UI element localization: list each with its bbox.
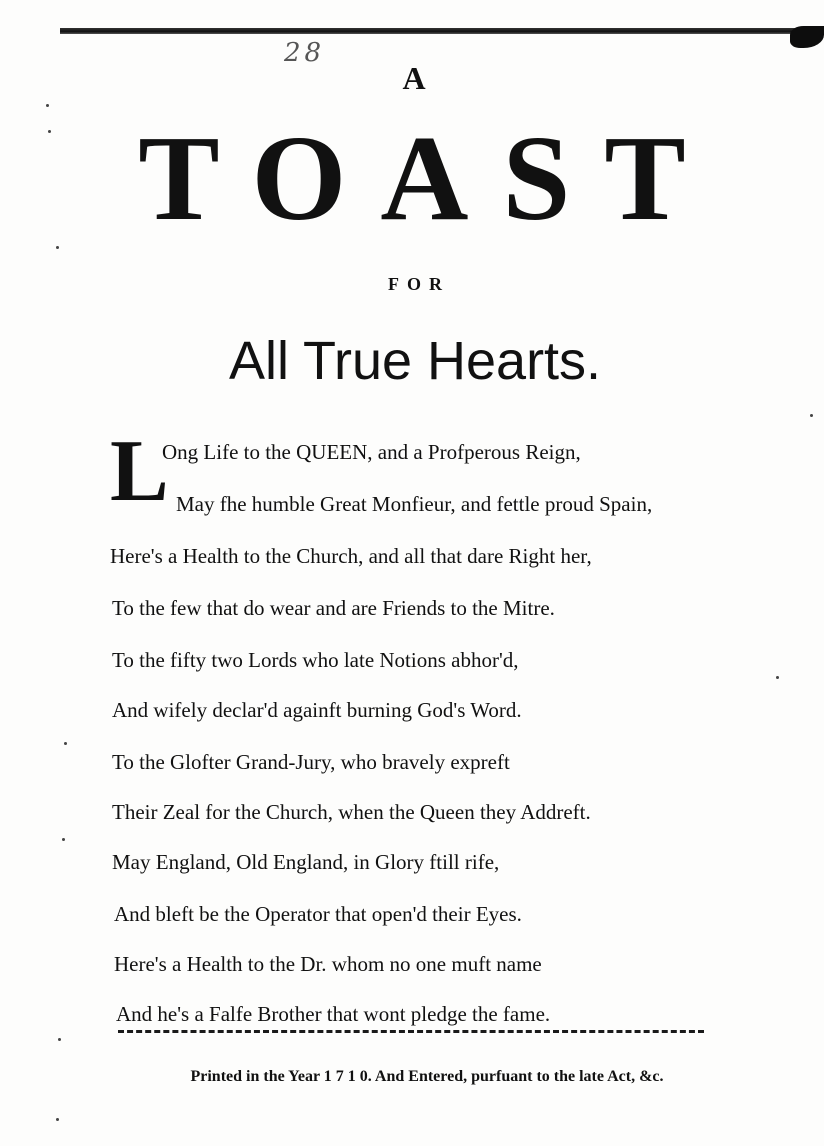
title-article: A <box>402 60 426 96</box>
drop-capital: L <box>110 423 169 520</box>
print-speck <box>64 742 67 745</box>
ink-blot <box>790 26 824 48</box>
poem-line-3: Here's a Health to the Church, and all that dare Right her, <box>110 544 592 568</box>
subtitle: All True Hearts. <box>228 331 602 391</box>
print-speck <box>776 676 779 679</box>
print-speck <box>56 1118 59 1121</box>
poem-line-6: And wifely declar'd againft burning God's Word. <box>112 698 522 722</box>
handwritten-note: 28 <box>284 38 326 68</box>
print-speck <box>56 246 59 249</box>
print-speck <box>62 838 65 841</box>
print-speck <box>48 130 51 133</box>
poem-line-1: Ong Life to the QUEEN, and a Profperous Reign, <box>162 440 581 464</box>
poem-line-12: And he's a Falfe Brother that wont pledge the fame. <box>116 1002 551 1026</box>
top-rule <box>60 28 824 34</box>
poem-line-5: To the fifty two Lords who late Notions abhor'd, <box>112 648 519 672</box>
print-speck <box>46 104 49 107</box>
print-speck <box>810 414 813 417</box>
poem-line-8: Their Zeal for the Church, when the Queen they Addreft. <box>112 800 591 824</box>
poem-line-4: To the few that do wear and are Friends to the Mitre. <box>112 596 555 620</box>
poem-line-10: And bleft be the Operator that open'd their Eyes. <box>114 902 522 926</box>
print-speck <box>58 1038 61 1041</box>
imprint-line: Printed in the Year 1 7 1 0. And Entered, purfuant to the late Act, &c. <box>190 1068 664 1085</box>
poem-line-11: Here's a Health to the Dr. whom no one muft name <box>114 952 542 976</box>
poem-line-7: To the Glofter Grand-Jury, who bravely expreft <box>112 750 510 774</box>
title-for: FOR <box>388 274 450 294</box>
poem-line-9: May England, Old England, in Glory ftill rife, <box>112 850 500 874</box>
poem-line-2: May fhe humble Great Monfieur, and fettle proud Spain, <box>176 492 653 516</box>
bottom-rule <box>118 1030 704 1033</box>
main-title: TOAST <box>138 111 720 246</box>
